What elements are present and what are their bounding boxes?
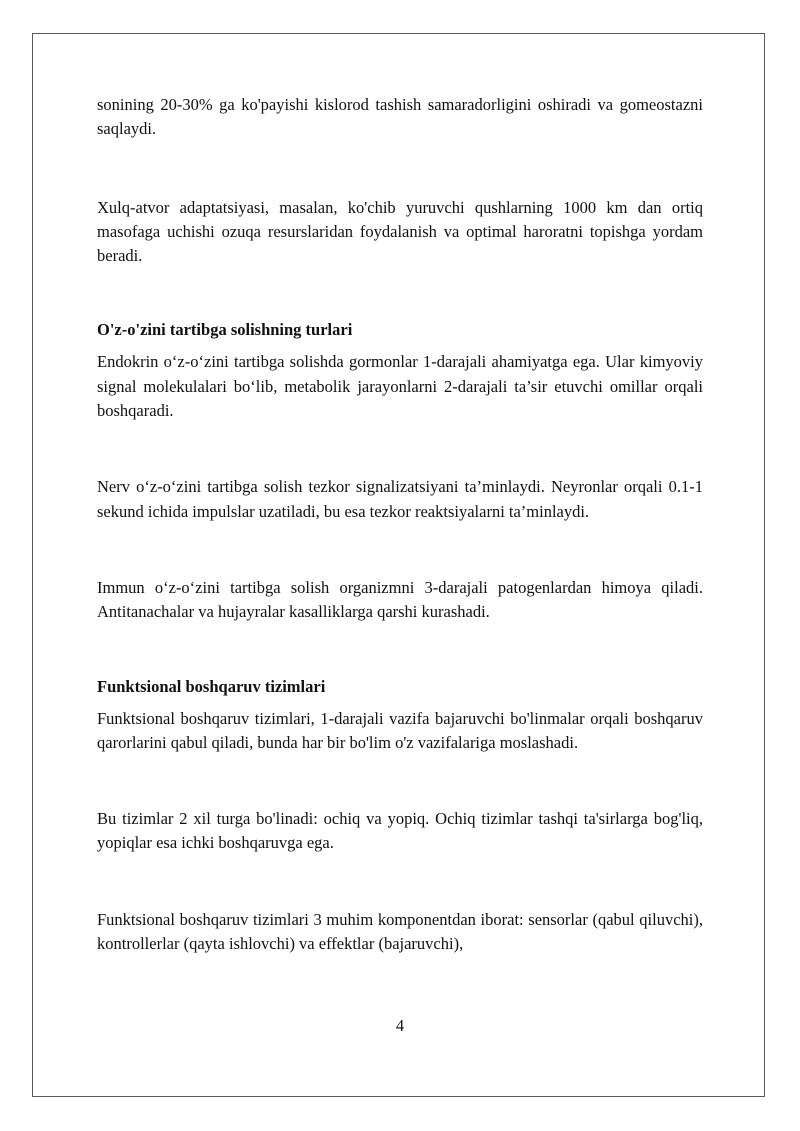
- heading-functional-control-systems: Funktsional boshqaruv tizimlari: [97, 676, 326, 696]
- paragraph-immune: Immun o‘z-o‘zini tartibga solish organizmni 3-darajali patogenlardan himoya qiladi. Antitanachalar va hujayralar kasalliklarga qarshi kurashadi.: [97, 577, 703, 622]
- document-body: [97, 93, 703, 956]
- paragraph-functional-control: Funktsional boshqaruv tizimlari, 1-darajali vazifa bajaruvchi bo'linmalar orqali boshqaruv qarorlarini qabul qiladi, bunda har bir bo'lim o'z vazifalariga moslashadi.: [97, 708, 703, 752]
- paragraph-components: Funktsional boshqaruv tizimlari 3 muhim komponentdan iborat: sensorlar (qabul qiluvchi), kontrollerlar (qayta ishlovchi) va effektlar (bajaruvchi),: [97, 909, 703, 954]
- paragraph-endocrine: Endokrin o‘z-o‘zini tartibga solishda gormonlar 1-darajali ahamiyatga ega. Ular kimyoviy signal molekulalari bo‘lib, metabolik jarayonlarni 2-darajali ta’sir etuvchi omillar orqali boshqaradi.: [97, 352, 703, 421]
- paragraph-hemoglobin: sonining 20-30% ga ko'payishi kislorod tashish samaradorligini oshiradi va gomeostazni saqlaydi.: [97, 95, 703, 139]
- paragraph-nervous: Nerv o‘z-o‘zini tartibga solish tezkor signalizatsiyani ta’minlaydi. Neyronlar orqali 0.1-1 sekund ichida impulslar uzatiladi, bu esa tezkor reaktsiyalarni ta’minlaydi.: [97, 477, 703, 521]
- paragraph-behavioral-adaptation: Xulq-atvor adaptatsiyasi, masalan, ko'chib yuruvchi qushlarning 1000 km dan ortiq masofaga uchishi ozuqa resurslaridan foydalanish va optimal haroratni topishga yordam beradi.: [97, 197, 703, 266]
- heading-self-regulation-types: O'z-o'zini tartibga solishning turlari: [97, 320, 353, 340]
- paragraph-system-types: Bu tizimlar 2 xil turga bo'linadi: ochiq va yopiq. Ochiq tizimlar tashqi ta'sirlarga bog'liq, yopiqlar esa ichki boshqaruvga ega.: [97, 809, 703, 853]
- page-number: 4: [395, 1016, 405, 1035]
